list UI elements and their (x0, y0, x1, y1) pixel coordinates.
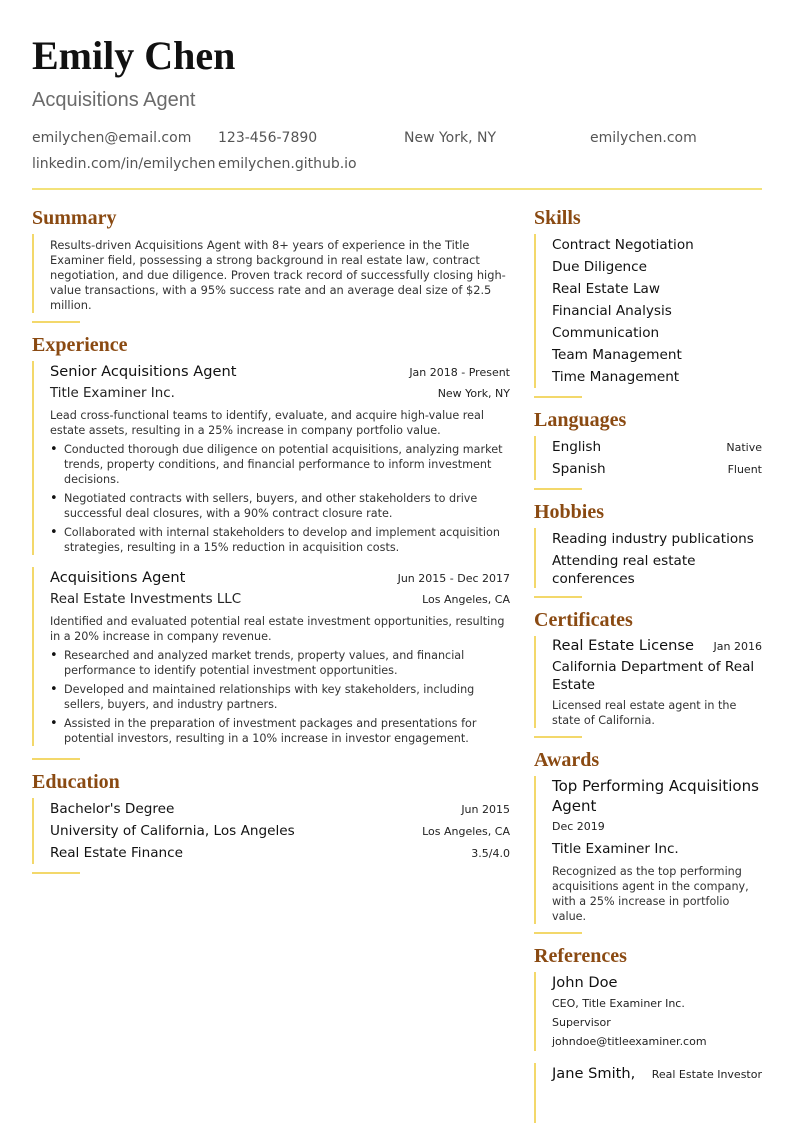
certificate-date: Jan 2016 (713, 640, 762, 653)
email-link[interactable]: emilychen@email.com (32, 130, 192, 146)
section-divider (32, 758, 80, 760)
main-column (32, 206, 510, 884)
job-entry-title: Senior Acquisitions Agent (50, 363, 237, 380)
hobby-item: Reading industry publications (552, 531, 754, 547)
bullet-item: • Conducted thorough due diligence on potential acquisitions, analyzing market trends, property conditions, and financial performance to inform investment decisions. (50, 442, 510, 487)
certificate-title: Real Estate License (552, 637, 694, 654)
job-entry-company: Real Estate Investments LLC (50, 592, 242, 607)
summary-block (32, 234, 510, 313)
skill-item: Time Management (552, 369, 680, 385)
bullet-item: • Developed and maintained relationships with key stakeholders, including sellers, buyers, and industry partners. (50, 682, 510, 712)
job-entry-location: Los Angeles, CA (422, 593, 510, 606)
job-title: Acquisitions Agent (32, 89, 196, 111)
experience-heading: Experience (32, 334, 128, 356)
section-divider (32, 321, 80, 323)
skill-item: Financial Analysis (552, 303, 672, 319)
hobbies-heading: Hobbies (534, 501, 605, 523)
languages-heading: Languages (534, 409, 627, 431)
skill-item: Team Management (552, 347, 682, 363)
skills-heading: Skills (534, 207, 581, 229)
job-entry-dates: Jan 2018 - Present (409, 366, 510, 379)
skill-item: Real Estate Law (552, 281, 660, 297)
reference-name: John Doe (552, 974, 618, 991)
job-entry (32, 361, 510, 555)
reference-entry (534, 972, 762, 1051)
section-divider (534, 488, 582, 490)
skill-item: Due Diligence (552, 259, 648, 275)
github-link[interactable]: emilychen.github.io (218, 156, 357, 172)
awards-heading: Awards (534, 749, 600, 771)
candidate-name: Emily Chen (32, 33, 236, 78)
field-of-study: Real Estate Finance (50, 845, 183, 861)
header-divider (32, 188, 762, 190)
section-divider (534, 736, 582, 738)
job-entry (32, 567, 510, 746)
certificate-entry (534, 636, 762, 728)
language-level: Native (726, 441, 762, 454)
award-description: Recognized as the top performing acquisitions agent in the company, with a 25% increase in portfolio value. (552, 865, 749, 923)
school-location: Los Angeles, CA (422, 825, 510, 838)
job-entry-description: Lead cross-functional teams to identify, evaluate, and acquire high-value real estate assets, resulting in a 25% increase in company portfolio value. (50, 409, 484, 437)
gpa: 3.5/4.0 (471, 847, 510, 860)
languages-list (534, 436, 762, 480)
hobbies-list (534, 528, 762, 588)
job-entry-company: Title Examiner Inc. (50, 386, 175, 401)
summary-heading: Summary (32, 207, 117, 229)
skill-item: Communication (552, 325, 660, 341)
graduation-date: Jun 2015 (461, 803, 510, 816)
reference-role: Real Estate Investor (651, 1068, 762, 1081)
skills-list (534, 234, 762, 388)
degree: Bachelor's Degree (50, 801, 175, 817)
award-issuer: Title Examiner Inc. (552, 841, 679, 857)
reference-name: Jane Smith, (552, 1065, 636, 1082)
section-divider (32, 872, 80, 874)
linkedin-link[interactable]: linkedin.com/in/emilychen (32, 156, 216, 172)
website-link[interactable]: emilychen.com (590, 130, 697, 146)
bullet-item: • Researched and analyzed market trends, property values, and financial performance to identify potential investment opportunities. (50, 648, 510, 678)
education-entry (32, 798, 510, 864)
bullet-item: • Assisted in the preparation of investment packages and presentations for potential investors, resulting in a 10% increase in investor engagement. (50, 716, 510, 746)
certificates-heading: Certificates (534, 609, 633, 631)
phone-number: 123-456-7890 (218, 130, 318, 146)
skill-item: Contract Negotiation (552, 237, 694, 253)
job-entry-description: Identified and evaluated potential real estate investment opportunities, resulting in a 20% increase in company revenue. (50, 615, 505, 643)
summary-text: Results-driven Acquisitions Agent with 8+ years of experience in the Title Examiner field, possessing a strong background in real estate law, contract negotiation, and due diligence. Proven track record of successfully closing high-value transactions, with a 95% success rate and an average deal size of $2.5 million. (50, 238, 506, 312)
award-entry (534, 776, 762, 924)
education-heading: Education (32, 771, 120, 793)
language-name: English (552, 439, 602, 455)
section-divider (534, 932, 582, 934)
award-date: Dec 2019 (552, 820, 605, 833)
location: New York, NY (404, 130, 497, 146)
section-divider (534, 596, 582, 598)
reference-entry (534, 1063, 762, 1123)
section-divider (534, 396, 582, 398)
job-entry-location: New York, NY (437, 387, 510, 400)
certificate-description: Licensed real estate agent in the state of California. (552, 699, 737, 727)
job-entry-dates: Jun 2015 - Dec 2017 (397, 572, 510, 585)
references-heading: References (534, 945, 627, 967)
hobby-item: Attending real estate conferences (552, 553, 696, 587)
reference-role: CEO, Title Examiner Inc. (552, 997, 685, 1010)
reference-email[interactable]: johndoe@titleexaminer.com (552, 1035, 707, 1048)
reference-relation: Supervisor (552, 1016, 611, 1029)
job-entry-title: Acquisitions Agent (50, 569, 186, 586)
contact-info (32, 128, 762, 174)
job-entry-bullets (50, 442, 510, 555)
language-name: Spanish (552, 461, 606, 477)
award-title: Top Performing Acquisitions Agent (552, 777, 759, 815)
language-level: Fluent (727, 463, 762, 476)
certificate-issuer: California Department of Real Estate (552, 659, 755, 693)
bullet-item: • Negotiated contracts with sellers, buyers, and other stakeholders to drive successful deal closures, with a 90% contract closure rate. (50, 491, 510, 521)
school: University of California, Los Angeles (50, 823, 295, 839)
job-entry-bullets (50, 648, 510, 746)
side-column (534, 206, 762, 1123)
bullet-item: • Collaborated with internal stakeholders to develop and implement acquisition strategies, resulting in a 15% reduction in acquisition costs. (50, 525, 510, 555)
